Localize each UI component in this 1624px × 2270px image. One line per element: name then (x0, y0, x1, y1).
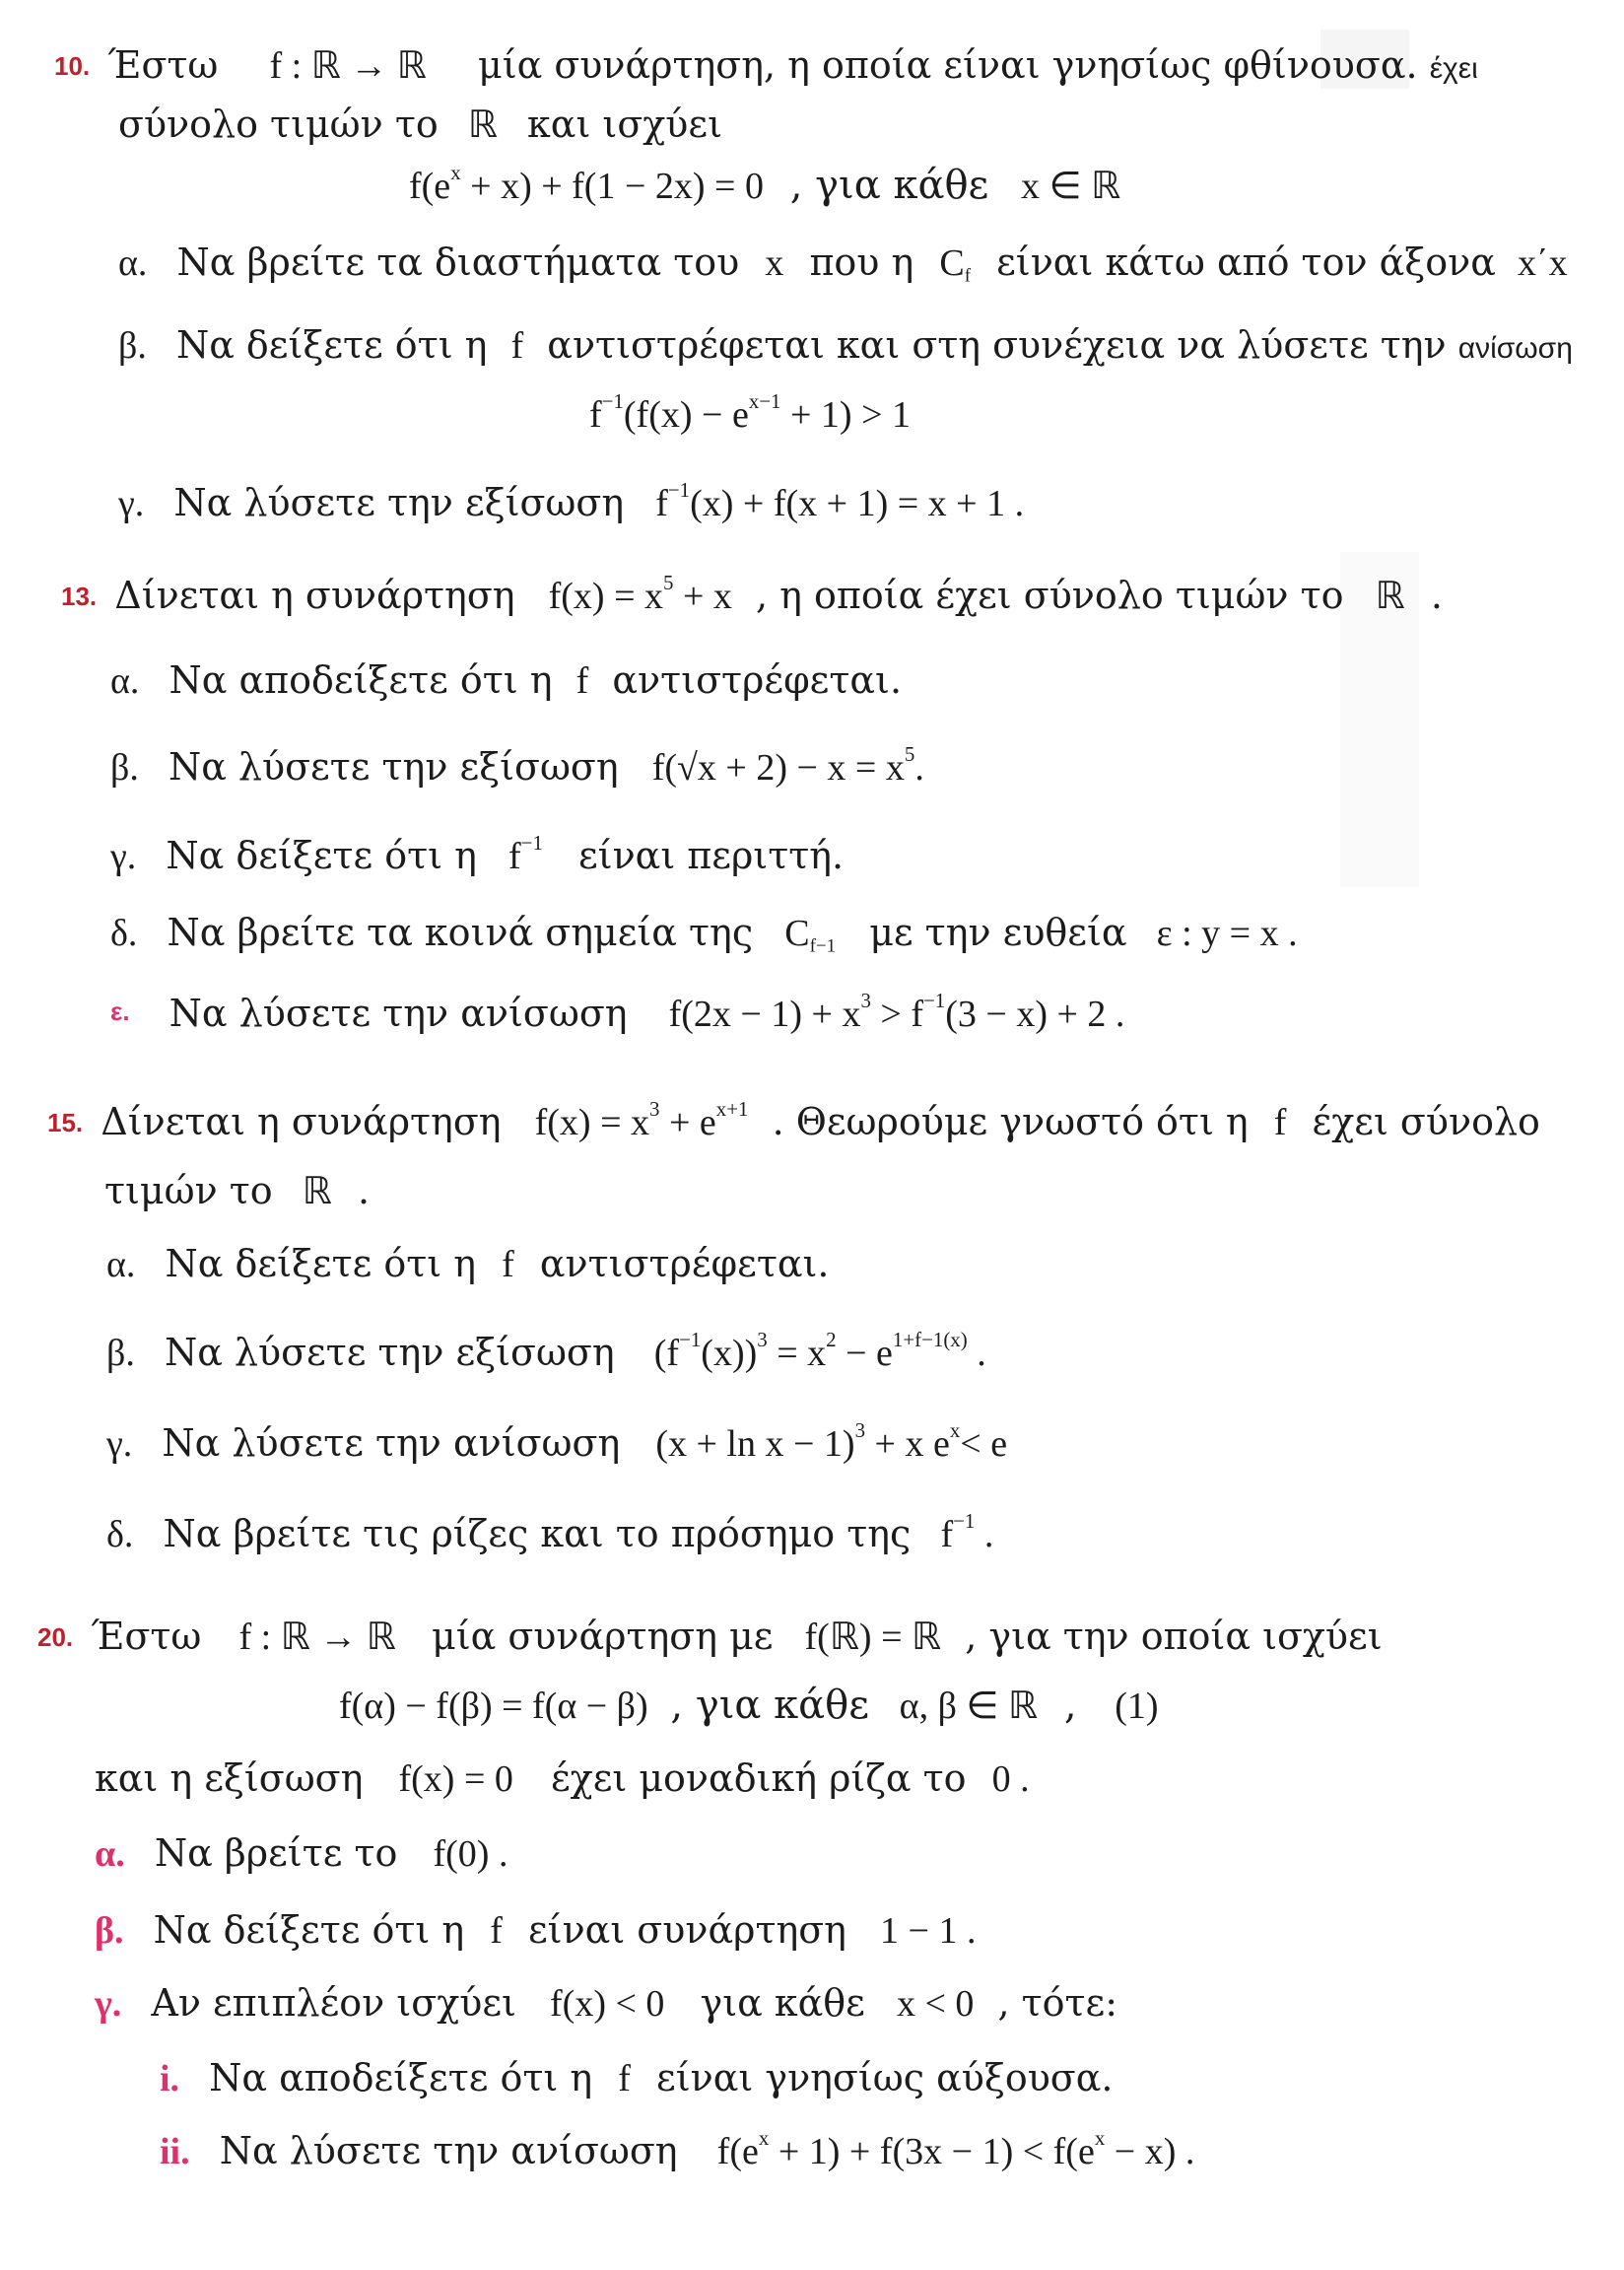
text: έχει (1429, 52, 1478, 85)
text: αντιστρέφεται. (612, 658, 903, 702)
problem-10-part-c (118, 478, 1025, 525)
problem-20-intro (37, 1617, 1383, 1659)
math-expression: $C_{f-1}$ (784, 913, 837, 957)
text: . (1430, 574, 1443, 617)
math-expression: f(x) = 0 (398, 1758, 513, 1800)
text: Να αποδείξετε ότι η (209, 2056, 593, 2099)
text: αντιστρέφεται. (539, 1242, 830, 1285)
text: είναι κάτω από τον άξονα (996, 241, 1496, 284)
text: έχει σύνολο (1312, 1100, 1540, 1143)
part-label: γ. (95, 1983, 122, 2025)
math-expression: $f(e^x + x) + f(1 - 2x) = 0$ (409, 161, 764, 207)
problem-10-line-2 (118, 104, 722, 147)
text: . (357, 1169, 371, 1212)
problem-13-part-d (110, 913, 1298, 955)
text: και η εξίσωση (95, 1756, 364, 1800)
text: Έστω (107, 43, 219, 87)
problem-15-intro-line-1 (47, 1097, 1540, 1144)
text: , τότε: (997, 1981, 1118, 2025)
text: είναι περιττή. (577, 834, 845, 877)
math-expression: $f^{-1}$ . (940, 1509, 994, 1555)
part-label: γ. (110, 836, 137, 877)
text: Δίνεται η συνάρτηση (114, 574, 515, 617)
math-expression: α, β ∈ ℝ (899, 1685, 1039, 1727)
text: είναι συνάρτηση (527, 1908, 846, 1952)
text: Να δείξετε ότι η (175, 323, 488, 367)
text: Αν επιπλέον ισχύει (151, 1981, 516, 2025)
problem-15-part-d (106, 1509, 994, 1556)
problem-20-part-c (95, 1983, 1117, 2026)
text: με την ευθεία (869, 911, 1127, 954)
math-expression: ε : y = x . (1156, 913, 1298, 954)
text: που η (809, 241, 914, 284)
math-expression: x < 0 (896, 1983, 975, 2025)
problem-number: 10. (54, 51, 91, 81)
math-expression: ℝ (302, 1171, 332, 1212)
math-expression: $f^{-1}$ (508, 831, 543, 877)
math-expression: $f(√x + 2) - x = x^5$. (651, 742, 924, 789)
text: σύνολο τιμών το (118, 103, 439, 146)
math-expression: $f(2x - 1) + x^3 > f^{-1}(3 - x) + 2$ . (668, 989, 1125, 1035)
problem-15-part-b (106, 1328, 986, 1375)
text: Να λύσετε την ανίσωση (169, 992, 628, 1035)
problem-13-part-c (110, 831, 845, 878)
math-expression: x (765, 242, 784, 284)
math-expression: $f^{-1}(f(x) - e^{x-1} + 1) > 1$ (589, 389, 912, 436)
part-label: β. (118, 325, 147, 367)
part-label: γ. (106, 1423, 133, 1465)
text: Έστω (91, 1615, 202, 1658)
problem-20-equation (339, 1684, 1159, 1728)
math-expression: $(x + \ln x - 1)^3 + x$ $e^x< e$ (655, 1418, 1008, 1465)
problem-10-part-a (118, 242, 1568, 285)
text: . Θεωρούμε γνωστό ότι η (772, 1100, 1249, 1143)
math-expression: f (490, 1910, 503, 1952)
text: Να λύσετε την εξίσωση (173, 481, 625, 524)
text: για κάθε (700, 1981, 865, 2025)
problem-15-part-c (106, 1418, 1008, 1466)
part-label: i. (160, 2058, 180, 2099)
math-expression: $(f^{-1}(x))^3 = x^2 - e^{1+f-1(x)}$ . (653, 1328, 986, 1374)
math-expression: $f(e^x + 1) + f(3x - 1) < f(e^x - x)$ . (716, 2126, 1195, 2172)
text: μία συνάρτηση, η οποία είναι γνησίως φθίνουσα. (478, 43, 1418, 87)
text: Να δείξετε ότι η (153, 1908, 465, 1952)
problem-10-line-1 (54, 45, 1478, 88)
text: Να δείξετε ότι η (165, 1242, 477, 1285)
problem-20-part-c-ii (160, 2126, 1195, 2173)
problem-13-intro (61, 571, 1443, 618)
text: είναι γνησίως αύξουσα. (656, 2056, 1114, 2099)
problem-20-part-c-i (160, 2058, 1113, 2100)
text: Να βρείτε τις ρίζες και το πρόσημο της (163, 1512, 912, 1555)
problem-10-part-b (118, 325, 1573, 368)
math-expression: ℝ (467, 104, 498, 146)
problem-13-part-b (110, 742, 924, 790)
math-expression: 0 . (991, 1758, 1030, 1800)
text: Να λύσετε την εξίσωση (164, 1331, 615, 1374)
text: Να δείξετε ότι η (166, 834, 477, 877)
text: Να αποδείξετε ότι η (169, 658, 553, 702)
math-expression: f (575, 660, 589, 702)
part-label: β. (106, 1333, 135, 1374)
math-expression: $f(x) = x^5 + x$ (548, 571, 732, 617)
text: , η οποία έχει σύνολο τιμών το (756, 574, 1344, 617)
text: αντιστρέφεται και στη συνέχεια να λύσετε την (547, 323, 1447, 367)
part-label: δ. (110, 913, 138, 954)
problem-number: 15. (47, 1108, 84, 1137)
math-expression: f(α) − f(β) = f(α − β) (339, 1685, 648, 1727)
math-expression: f : ℝ → ℝ (269, 45, 427, 87)
text: Να λύσετε την εξίσωση (168, 745, 619, 789)
text: ανίσωση (1457, 332, 1573, 365)
problem-20-line-3 (95, 1758, 1030, 1801)
math-expression: f (510, 325, 524, 367)
part-label: α. (118, 242, 148, 284)
text: Να βρείτε τα κοινά σημεία της (167, 911, 754, 954)
part-label: γ. (118, 483, 145, 524)
text: , (1063, 1683, 1077, 1728)
problem-10-part-b-equation (589, 389, 912, 437)
problem-15-part-a (106, 1244, 830, 1286)
problem-20-part-a (95, 1833, 508, 1876)
math-expression: f (618, 2058, 631, 2099)
problem-number: 20. (37, 1622, 74, 1652)
part-label: ε. (110, 997, 130, 1026)
problem-13-part-a (110, 660, 902, 703)
text: μία συνάρτηση με (432, 1615, 774, 1658)
part-label: β. (110, 747, 139, 789)
part-label: α. (110, 660, 140, 702)
text: , για κάθε (670, 1683, 869, 1728)
problem-15-intro-line-2 (104, 1171, 370, 1213)
text: Να βρείτε το (154, 1831, 398, 1875)
math-expression: f(0) . (433, 1833, 508, 1875)
math-expression: $C_f$ (939, 242, 972, 287)
math-expression: $f^{-1}(x) + f(x + 1) = x + 1$ . (655, 478, 1025, 524)
problem-20-part-b (95, 1910, 976, 1953)
problem-10-equation (409, 161, 1121, 208)
math-expression: x ∈ ℝ (1020, 166, 1121, 207)
text: Να λύσετε την ανίσωση (219, 2129, 678, 2172)
math-expression: $f(x) = x^3 + e^{x+1}$ (534, 1097, 749, 1143)
math-expression: f (502, 1244, 514, 1285)
text: έχει μοναδική ρίζα το (550, 1756, 967, 1800)
math-expression: f(ℝ) = ℝ (804, 1617, 942, 1658)
equation-number: (1) (1115, 1685, 1159, 1727)
part-label: α. (106, 1244, 136, 1285)
math-expression: 1 − 1 . (880, 1910, 977, 1952)
text: , για κάθε (789, 163, 989, 208)
part-label: δ. (106, 1514, 134, 1555)
text: και ισχύει (527, 103, 722, 146)
text: Να λύσετε την ανίσωση (162, 1421, 621, 1465)
text: , για την οποία ισχύει (965, 1615, 1383, 1658)
part-label: β. (95, 1910, 124, 1952)
math-expression: x΄x (1517, 242, 1568, 284)
math-expression: f : ℝ → ℝ (238, 1617, 396, 1658)
text: Δίνεται η συνάρτηση (101, 1100, 502, 1143)
part-label: α. (95, 1833, 125, 1875)
part-label: ii. (160, 2131, 190, 2172)
text: Να βρείτε τα διαστήματα του (176, 241, 740, 284)
problem-13-part-e (110, 989, 1125, 1036)
math-expression: f(x) < 0 (550, 1983, 665, 2025)
math-expression: ℝ (1375, 576, 1405, 617)
math-expression: f (1273, 1102, 1287, 1143)
problem-number: 13. (61, 582, 98, 611)
text: τιμών το (104, 1169, 273, 1212)
